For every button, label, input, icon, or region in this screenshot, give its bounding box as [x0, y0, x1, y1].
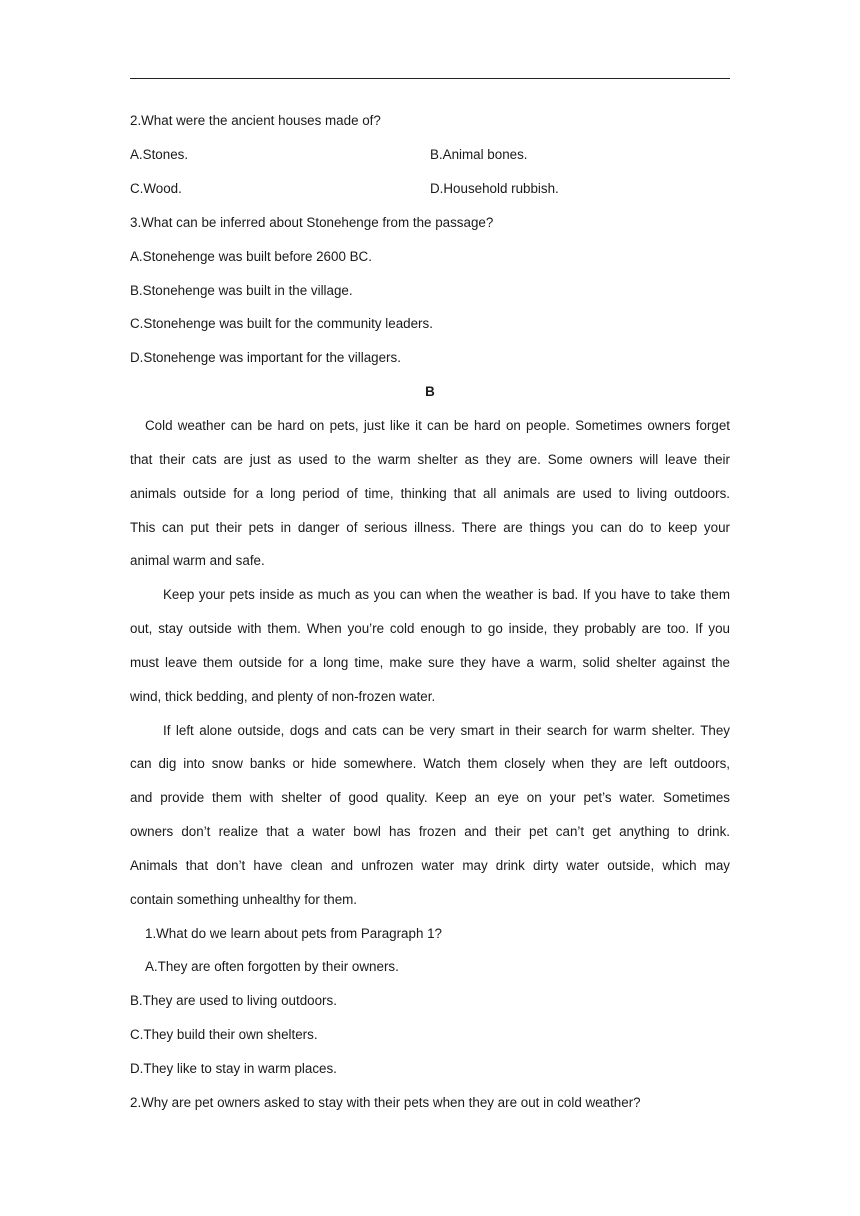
- question-2: 2.What were the ancient houses made of?: [130, 113, 381, 128]
- option-b: B.Stonehenge was built in the village.: [130, 283, 353, 298]
- question-3: 3.What can be inferred about Stonehenge from the passage?: [130, 215, 494, 230]
- paragraph-1-line: animal warm and safe.: [130, 553, 265, 568]
- paragraph-3-line: and provide them with shelter of good quality. Keep an eye on your pet’s water. Sometimes: [130, 790, 730, 805]
- option-d: D.Stonehenge was important for the villagers.: [130, 350, 401, 365]
- paragraph-2-line: out, stay outside with them. When you’re cold enough to go inside, they probably are too. If you: [130, 621, 730, 636]
- option-b: B.They are used to living outdoors.: [130, 993, 337, 1008]
- paragraph-3-line: If left alone outside, dogs and cats can be very smart in their search for warm shelter. They: [163, 723, 730, 738]
- options-row-ab: [130, 138, 730, 172]
- paragraph-1-line: Cold weather can be hard on pets, just like it can be hard on people. Sometimes owners forget: [145, 418, 730, 433]
- option-a: A.They are often forgotten by their owners.: [145, 959, 399, 974]
- option-d: D.Household rubbish.: [430, 181, 559, 196]
- question-1: 1.What do we learn about pets from Paragraph 1?: [145, 926, 443, 941]
- option-a: A.Stonehenge was built before 2600 BC.: [130, 249, 372, 264]
- paragraph-3-line: owners don’t realize that a water bowl has frozen and their pet can’t get anything to drink.: [130, 824, 730, 839]
- header-rule: [130, 78, 730, 79]
- question-2: 2.Why are pet owners asked to stay with their pets when they are out in cold weather?: [130, 1095, 641, 1110]
- option-c: C.Wood.: [130, 181, 182, 196]
- option-c: C.They build their own shelters.: [130, 1027, 318, 1042]
- option-d: D.They like to stay in warm places.: [130, 1061, 337, 1076]
- option-a: A.Stones.: [130, 147, 189, 162]
- option-b: B.Animal bones.: [430, 147, 528, 162]
- paragraph-3-line: can dig into snow banks or hide somewhere. Watch them closely when they are left outdoors,: [130, 756, 730, 771]
- option-c: C.Stonehenge was built for the community leaders.: [130, 316, 433, 331]
- paragraph-1-line: animals outside for a long period of time, thinking that all animals are used to living outdoors.: [130, 486, 730, 501]
- paragraph-1-line: that their cats are just as used to the warm shelter as they are. Some owners will leave their: [130, 452, 730, 467]
- paragraph-1-line: This can put their pets in danger of serious illness. There are things you can do to keep your: [130, 520, 730, 535]
- paragraph-3-line: contain something unhealthy for them.: [130, 892, 358, 907]
- paragraph-2-line: Keep your pets inside as much as you can when the weather is bad. If you have to take them: [163, 587, 730, 602]
- paragraph-2-line: must leave them outside for a long time, make sure they have a warm, solid shelter against the: [130, 655, 730, 670]
- paragraph-3-line: Animals that don’t have clean and unfrozen water may drink dirty water outside, which may: [130, 858, 730, 873]
- paragraph-2-line: wind, thick bedding, and plenty of non-frozen water.: [130, 689, 436, 704]
- section-heading: B: [425, 384, 435, 399]
- options-row-cd: [130, 172, 730, 206]
